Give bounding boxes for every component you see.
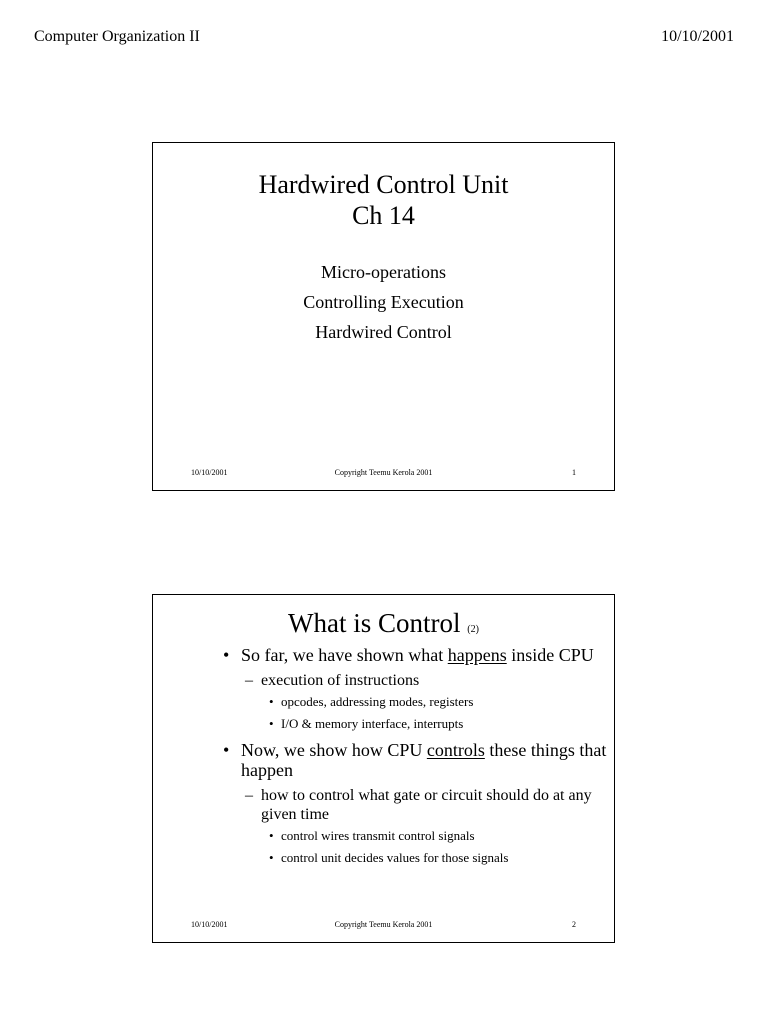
bullet-text: inside CPU bbox=[506, 645, 594, 665]
slide-footer-page-number: 1 bbox=[572, 468, 576, 477]
bullet-marker: • bbox=[269, 828, 274, 843]
bullet-marker: • bbox=[269, 694, 274, 709]
sub-sub-bullet-item bbox=[153, 827, 614, 845]
slide-1-title-line-1: Hardwired Control Unit bbox=[258, 170, 509, 199]
dash-marker: – bbox=[245, 672, 253, 689]
slide-2-title bbox=[153, 607, 614, 646]
page-header-date: 10/10/2001 bbox=[661, 28, 734, 45]
sub-bullet-item bbox=[153, 671, 614, 690]
slide-footer-copyright: Copyright Teemu Kerola 2001 bbox=[334, 920, 433, 929]
bullet-marker: • bbox=[223, 740, 230, 760]
sub-bullet-text: how to control what gate or circuit should do at any given time bbox=[261, 787, 592, 823]
sub-bullet-item bbox=[153, 786, 614, 824]
slide-1-footer bbox=[153, 468, 614, 480]
bullet-marker: • bbox=[269, 716, 274, 731]
slide-1-title-line-2: Ch 14 bbox=[352, 201, 415, 230]
slide-2 bbox=[152, 594, 615, 943]
sub-sub-bullet-text: opcodes, addressing modes, registers bbox=[281, 694, 474, 709]
bullet-text: Now, we show how CPU bbox=[241, 740, 427, 760]
bullet-text: So far, we have shown what bbox=[241, 645, 448, 665]
sub-sub-bullet-text: I/O & memory interface, interrupts bbox=[281, 716, 464, 731]
slide-1-title bbox=[153, 169, 614, 231]
slide-2-bullet-list bbox=[153, 645, 614, 871]
sub-sub-bullet-text: control unit decides values for those signals bbox=[281, 850, 509, 865]
bullet-marker: • bbox=[223, 645, 230, 665]
bullet-text: these things that happen bbox=[241, 740, 607, 780]
bullet-item bbox=[153, 645, 614, 665]
slide-footer-copyright: Copyright Teemu Kerola 2001 bbox=[334, 468, 433, 477]
sub-sub-bullet-item bbox=[153, 715, 614, 733]
bullet-item bbox=[153, 740, 614, 780]
slide-1 bbox=[152, 142, 615, 491]
slide-footer-page-number: 2 bbox=[572, 920, 576, 929]
slide-2-title-text: What is Control bbox=[288, 608, 461, 638]
slide-1-subtitles bbox=[153, 257, 614, 347]
sub-sub-bullet-text: control wires transmit control signals bbox=[281, 828, 475, 843]
bullet-underlined-word: controls bbox=[426, 740, 485, 760]
bullet-marker: • bbox=[269, 850, 274, 865]
slide-footer-date: 10/10/2001 bbox=[191, 920, 228, 929]
sub-sub-bullet-item bbox=[153, 849, 614, 867]
slide-footer-date: 10/10/2001 bbox=[191, 468, 228, 477]
page-header-course: Computer Organization II bbox=[34, 28, 200, 45]
slide-2-title-ref: (2) bbox=[467, 624, 479, 635]
slide-1-subtitle: Micro-operations bbox=[321, 262, 446, 282]
sub-bullet-text: execution of instructions bbox=[261, 672, 420, 689]
slide-2-footer bbox=[153, 920, 614, 932]
slide-1-subtitle: Hardwired Control bbox=[315, 322, 452, 342]
sub-sub-bullet-item bbox=[153, 693, 614, 711]
slide-1-subtitle: Controlling Execution bbox=[303, 292, 464, 312]
bullet-underlined-word: happens bbox=[447, 645, 507, 665]
dash-marker: – bbox=[245, 787, 253, 804]
